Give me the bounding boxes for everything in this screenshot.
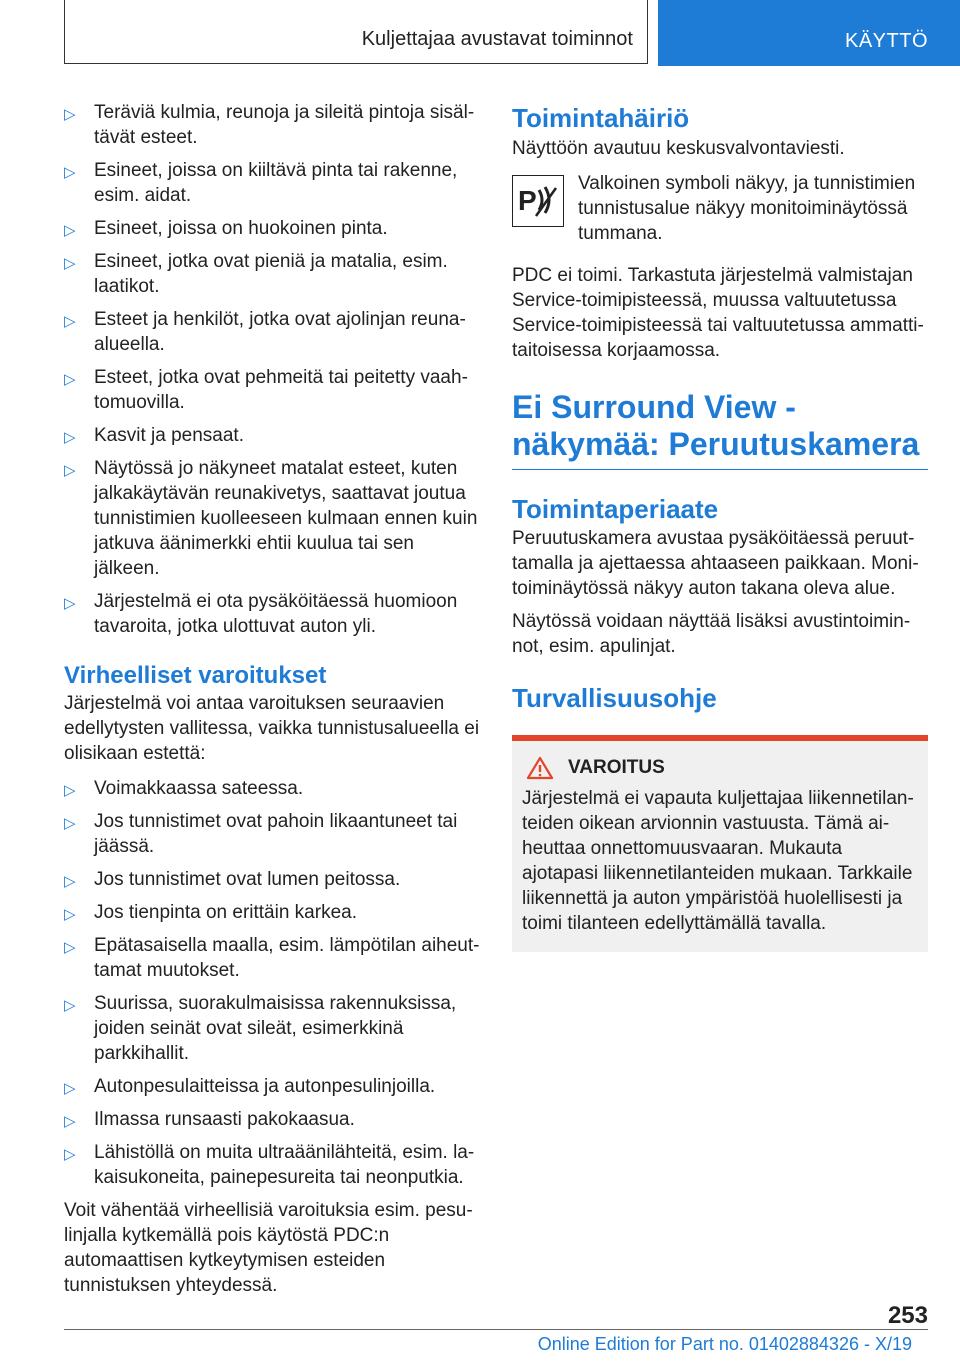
- list-item: ▷ Esineet, joissa on kiiltävä pinta tai rakenne, esim. aidat.: [64, 160, 458, 206]
- pdc-symbol-row: [512, 171, 928, 251]
- warning-label: VAROITUS: [568, 757, 665, 778]
- false-warnings-list: [64, 776, 480, 1190]
- edition-note: Online Edition for Part no. 01402884326 - X/19: [537, 1334, 912, 1354]
- list-item: ▷ Järjestelmä ei ota pysäköitäessä huomioon tavaroita, jotka ulottuvat auton yli.: [64, 591, 458, 637]
- symbol-description: Valkoinen symboli näkyy, ja tunnistimien tunnistusalue näkyy monitoiminäytössä tummana.: [578, 173, 916, 244]
- principle-text-2: Näytössä voidaan näyttää lisäksi avustintoiminnot, esim. apulinjat.: [512, 611, 911, 657]
- list-item: ▷ Esineet, jotka ovat pieniä ja matalia, esim. laatikot.: [64, 251, 448, 297]
- page-number: 253: [887, 1302, 928, 1329]
- list-item: ▷ Voimakkaassa sateessa.: [64, 776, 480, 801]
- bullet-triangle-icon: ▷: [64, 1113, 76, 1130]
- chapter-tab-label: KÄYTTÖ: [844, 30, 928, 52]
- bullet-triangle-icon: ▷: [64, 371, 76, 388]
- principle-text-1: Peruutuskamera avustaa pysäköitäessä peruuttamalla ja ajettaessa ahtaaseen paikkaan. Monitoiminäytössä näkyy auton takana oleva alue.: [512, 528, 919, 599]
- left-column: [64, 100, 480, 1298]
- chapter-tab: [658, 0, 960, 66]
- svg-text:P: P: [518, 185, 537, 216]
- list-item: ▷ Jos tunnistimet ovat pahoin likaantuneet tai jäässä.: [64, 811, 458, 857]
- bullet-triangle-icon: ▷: [64, 462, 76, 479]
- warning-text: Järjestelmä ei vapauta kuljettajaa liikennetilanteiden oikean arvionnin vastuusta. Tämä aiheuttaa onnettomuusvaaran. Mukauta ajotapasi liikennetilanteiden mukaan. Tarkkaile liikennettä ja auton ympäristöä huolellisesti ja toimi tilanteen edellyttämällä tavalla.: [522, 788, 914, 934]
- warning-triangle-icon: [526, 756, 554, 780]
- list-item: ▷ Suurissa, suorakulmaisissa rakennuksissa, joiden seinät ovat sileät, esimerkkinä parkkihallit.: [64, 993, 457, 1064]
- obstacle-list: [64, 100, 480, 639]
- bullet-triangle-icon: ▷: [64, 782, 76, 799]
- list-item: ▷ Ilmassa runsaasti pakokaasua.: [64, 1107, 480, 1132]
- list-item: ▷ Epätasaisella maalla, esim. lämpötilan aiheuttamat muutokset.: [64, 935, 480, 981]
- malfunction-heading: Toimintahäiriö: [512, 103, 690, 133]
- footer-divider: [64, 1329, 928, 1330]
- principle-heading: Toimintaperiaate: [512, 494, 719, 524]
- list-item: ▷ Näytössä jo näkyneet matalat esteet, kuten jalkakäytävän reunakivetys, saattavat joutua tunnistimien kuolleeseen kulmaan ennen kuin jatkuva äänimerkki ehtii kuulua tai sen jälkeen.: [64, 458, 478, 579]
- bullet-triangle-icon: ▷: [64, 815, 76, 832]
- bullet-triangle-icon: ▷: [64, 1146, 76, 1163]
- list-item: ▷ Teräviä kulmia, reunoja ja sileitä pintoja sisältävät esteet.: [64, 102, 475, 148]
- false-warnings-heading: Virheelliset varoitukset: [64, 662, 327, 689]
- pdc-warning-symbol-icon: [512, 175, 564, 227]
- warning-box: [512, 735, 928, 952]
- list-item: ▷ Lähistöllä on muita ultraäänilähteitä, esim. lakaisukoneita, painepesureita tai neonputkia.: [64, 1142, 475, 1188]
- list-item: ▷ Kasvit ja pensaat.: [64, 423, 480, 448]
- list-item: ▷ Esteet ja henkilöt, jotka ovat ajolinjan reunaalueella.: [64, 309, 466, 355]
- list-item: ▷ Jos tienpinta on erittäin karkea.: [64, 900, 480, 925]
- chapter-heading-block: [512, 389, 928, 470]
- bullet-triangle-icon: ▷: [64, 1080, 76, 1097]
- section-title: Kuljettajaa avustavat toiminnot: [361, 28, 633, 50]
- list-item: ▷ Jos tunnistimet ovat lumen peitossa.: [64, 867, 480, 892]
- header-box: [64, 0, 648, 64]
- bullet-triangle-icon: ▷: [64, 939, 76, 956]
- pdc-text: PDC ei toimi. Tarkastuta järjestelmä valmistajan Service-toimipisteessä, muussa valtuutetussa Service-toimipisteessä tai valtuutetussa ammattitaitoisessa korjaamossa.: [512, 265, 924, 361]
- list-item: ▷ Esineet, joissa on huokoinen pinta.: [64, 216, 480, 241]
- bullet-triangle-icon: ▷: [64, 255, 76, 272]
- bullet-triangle-icon: ▷: [64, 429, 76, 446]
- bullet-triangle-icon: ▷: [64, 595, 76, 612]
- page-header: [0, 0, 960, 66]
- list-item: ▷ Autonpesulaitteissa ja autonpesulinjoilla.: [64, 1074, 480, 1099]
- right-column: [512, 100, 928, 952]
- bullet-triangle-icon: ▷: [64, 906, 76, 923]
- bullet-triangle-icon: ▷: [64, 106, 76, 123]
- bullet-triangle-icon: ▷: [64, 222, 76, 239]
- malfunction-text: Näyttöön avautuu keskusvalvontaviesti.: [512, 138, 845, 159]
- bullet-triangle-icon: ▷: [64, 873, 76, 890]
- bullet-triangle-icon: ▷: [64, 313, 76, 330]
- bullet-triangle-icon: ▷: [64, 164, 76, 181]
- chapter-heading: Ei Surround View -näkymää: Peruutuskamera: [512, 389, 920, 462]
- safety-heading: Turvallisuusohje: [512, 683, 717, 713]
- bullet-triangle-icon: ▷: [64, 997, 76, 1014]
- list-item: ▷ Esteet, jotka ovat pehmeitä tai peitetty vaahtomuovilla.: [64, 367, 468, 413]
- closing-paragraph: Voit vähentää virheellisiä varoituksia esim. pesulinjalla kytkemällä pois käytöstä PDC:n automaattisen kytkeytymisen esteiden tunnistuksen yhteydessä.: [64, 1200, 473, 1296]
- false-warnings-intro: Järjestelmä voi antaa varoituksen seuraavien edellytysten vallitessa, vaikka tunnistusalueella ei olisikaan estettä:: [64, 693, 480, 764]
- warning-header: [522, 755, 918, 780]
